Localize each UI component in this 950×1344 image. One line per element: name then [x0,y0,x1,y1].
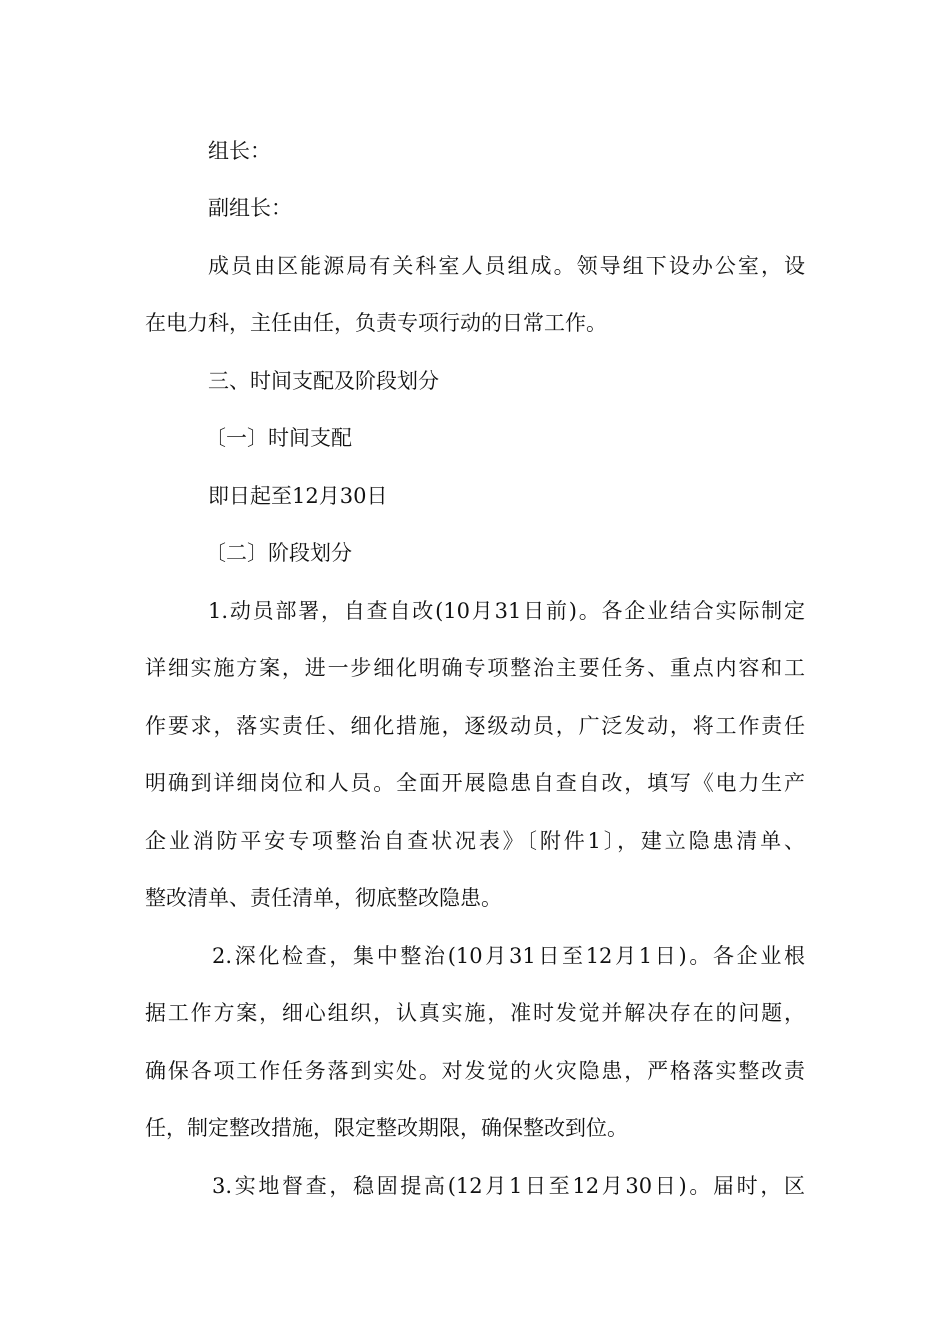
stage-one-line-4: 明确到详细岗位和人员。全面开展隐患自查自改，填写《电力生产 [145,771,805,795]
stage-three-line-1: 3.实地督查，稳固提高(12月1日至12月30日)。届时，区 [212,1174,805,1198]
stage-two-line-1: 2.深化检查，集中整治(10月31日至12月1日)。各企业根 [212,944,805,968]
section-heading-three: 三、时间支配及阶段划分 [208,369,439,393]
members-paragraph-line-2: 在电力科，主任由任，负责专项行动的日常工作。 [145,311,607,335]
stage-one-line-3: 作要求，落实责任、细化措施，逐级动员，广泛发动，将工作责任 [145,714,805,738]
stage-two-line-4: 任，制定整改措施，限定整改期限，确保整改到位。 [145,1116,628,1140]
stage-one-line-5: 企业消防平安专项整治自查状况表》〔附件1〕，建立隐患清单、 [145,829,805,853]
stage-one-line-2: 详细实施方案，进一步细化明确专项整治主要任务、重点内容和工 [145,656,805,680]
subheading-time-arrangement: 〔一〕时间支配 [205,426,352,450]
time-range-text: 即日起至12月30日 [208,484,388,508]
members-paragraph-line-1: 成员由区能源局有关科室人员组成。领导组下设办公室，设 [208,254,805,278]
stage-two-line-3: 确保各项工作任务落到实处。对发觉的火灾隐患，严格落实整改责 [145,1059,805,1083]
stage-one-line-1: 1.动员部署，自查自改(10月31日前)。各企业结合实际制定 [208,599,805,623]
subheading-stage-division: 〔二〕阶段划分 [205,541,352,565]
deputy-leader-line: 副组长： [208,196,292,220]
stage-one-line-6: 整改清单、责任清单，彻底整改隐患。 [145,886,502,910]
leader-line: 组长： [208,139,271,163]
stage-two-line-2: 据工作方案，细心组织，认真实施，准时发觉并解决存在的问题， [145,1001,805,1025]
